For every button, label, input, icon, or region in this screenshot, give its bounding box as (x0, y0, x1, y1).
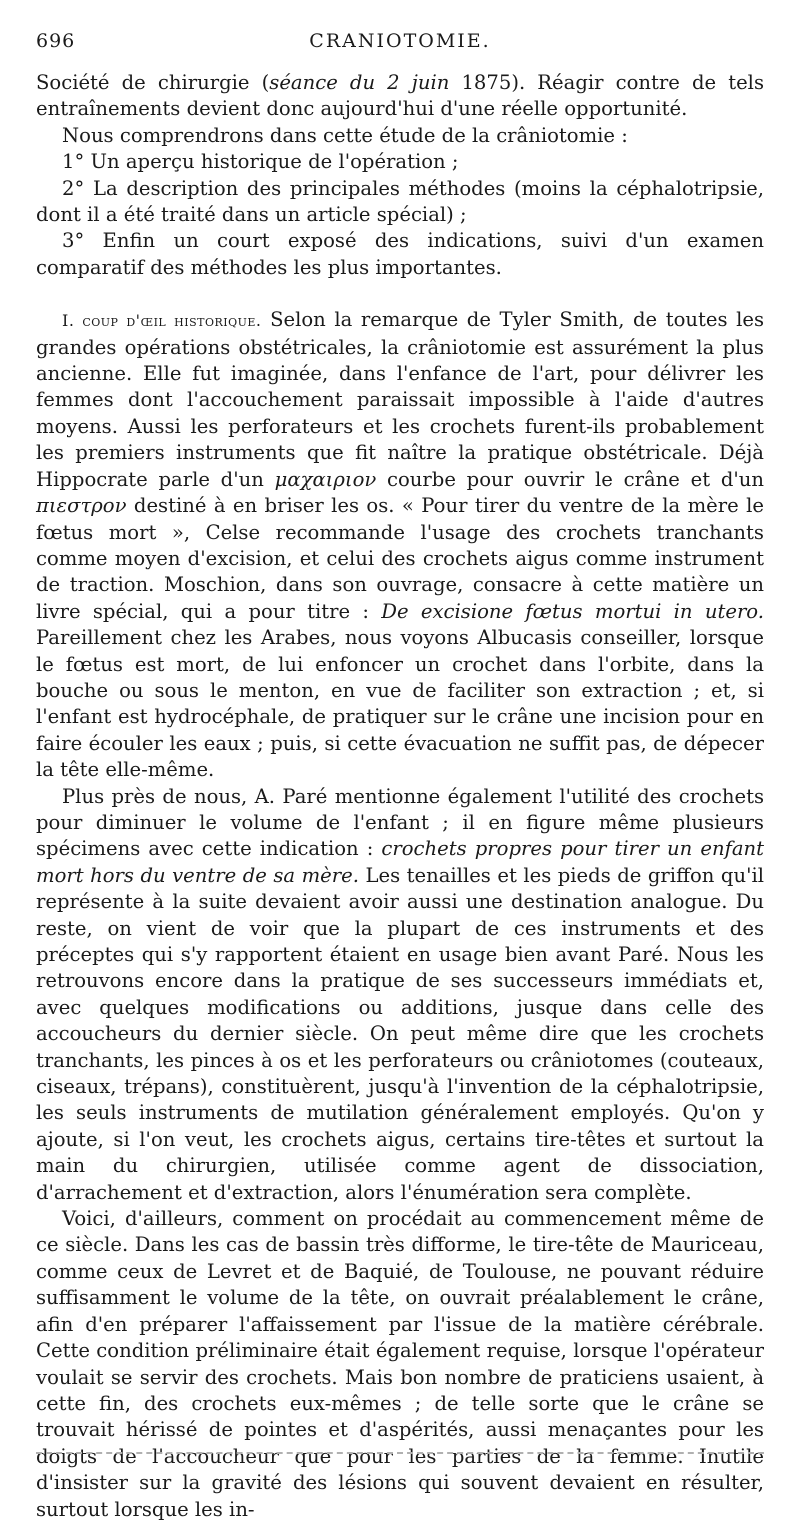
running-title: CRANIOTOMIE. (309, 30, 491, 52)
text-run: Plus près de nous, A. Paré mentionne également l'utilité des crochets pour diminuer le volume de l'enfant ; il en figure même plusieurs spécimens avec cette indication : (36, 784, 764, 861)
greek-term: πιεστρον (36, 494, 127, 518)
body-text (36, 70, 764, 1523)
paragraph-outline-intro: Nous comprendrons dans cette étude de la crâniotomie : (62, 123, 628, 147)
text-run: Société de chirurgie ( (36, 71, 270, 94)
section-heading: I. coup d'œil historique. (62, 311, 262, 331)
outline-item-1: 1° Un aperçu historique de l'opération ; (62, 150, 459, 174)
paragraph-procedure: Voici, d'ailleurs, comment on procédait au commencement même de ce siècle. Dans les cas de bassin très difforme, le tire-tête de Mauriceau, comme ceux de Levret et de Baquié, de Toulouse, ne pouvant réduire suffisamment le volume de la tête, on ouvrait préalablement le crâne, afin d'en préparer l'affaissement par l'issue de la matière cérébrale. Cette condition préliminaire était également requise, lorsque l'opérateur voulait se servir des crochets. Mais bon nombre de praticiens usaient, à cette fin, des crochets eux-mêmes ; de telle sorte que le crâne se trouvait hérissé de pointes et d'aspérités, aussi menaçantes pour les doigts de l'accoucheur que pour les parties de la femme. Inutile d'insister sur la gravité des lésions qui souvent devaient en résulter, surtout lorsque les in- (36, 1207, 764, 1521)
footer-rule (36, 1452, 764, 1454)
outline-item-2: 2° La description des principales méthodes (moins la céphalotripsie, dont il a été traité dans un article spécial) ; (36, 176, 764, 227)
page-number: 696 (36, 30, 76, 52)
text-run: Selon la remarque de Tyler Smith, de toutes les grandes opérations obstétricales, la crâniotomie est assurément la plus ancienne. Elle fut imaginée, dans l'enfance de l'art, pour délivrer les femmes dont l'accouchement paraissait impossible à l'aide d'autres moyens. Aussi les perforateurs et les crochets furent-ils probablement les premiers instruments que fit naître la pratique obstétricale. Déjà Hippocrate parle d'un (36, 308, 764, 491)
text-run: courbe pour ouvrir le crâne et d'un (376, 467, 764, 491)
paragraph-continuation (36, 70, 764, 123)
outline-item-3: 3° Enfin un court exposé des indications, suivi d'un examen comparatif des méthodes les plus importantes. (36, 229, 764, 279)
running-header (36, 30, 764, 56)
italic-run: De excisione fœtus mortui in utero. (381, 599, 764, 623)
greek-term: μαχαιριον (274, 467, 377, 491)
paragraph-historical-overview (36, 307, 764, 783)
text-run: destiné à en briser les os. « Pour tirer du ventre de la mère le fœtus mort », Celse recommande l'usage des crochets tranchants comme moyen d'excision, et celui des crochets aigus comme instrument de traction. Moschion, dans son ouvrage, consacre à cette matière un livre spécial, qui a pour titre : (36, 494, 764, 623)
paragraph-pare (36, 784, 764, 1207)
text-run: Pareillement chez les Arabes, nous voyons Albucasis conseiller, lorsque le fœtus est mort, de lui enfoncer un crochet dans l'orbite, dans la bouche ou sous le menton, en vue de faciliter son extraction ; et, si l'enfant est hydrocéphale, de pratiquer sur le crâne une incision pour en faire écouler les eaux ; puis, si cette évacuation ne suffit pas, de dépecer la tête elle-même. (36, 626, 764, 782)
text-run: 1875). Réagir contre de tels entraînements devient donc aujourd'hui d'une réelle opportunité. (36, 71, 764, 121)
italic-run: crochets propres pour tirer un enfant mort hors du ventre de sa mère. (36, 837, 764, 887)
italic-run: séance du 2 juin (269, 71, 450, 94)
text-run: Les tenailles et les pieds de griffon qu'il représente à la suite devaient avoir aussi une destination analogue. Du reste, on vient de voir que la plupart de ces instruments et des préceptes qui s'y rapportent étaient en usage bien avant Paré. Nous les retrouvons encore dans la pratique de ses successeurs immédiats et, avec quelques modifications ou additions, jusque dans celle des accoucheurs du dernier siècle. On peut même dire que les crochets tranchants, les pinces à os et les perforateurs ou crâniotomes (couteaux, ciseaux, trépans), constituèrent, jusqu'à l'invention de la céphalotripsie, les seuls instruments de mutilation généralement employés. Qu'on y ajoute, si l'on veut, les crochets aigus, certains tire-têtes et surtout la main du chirurgien, utilisée comme agent de dissociation, d'arrachement et d'extraction, alors l'énumération sera complète. (36, 863, 764, 1204)
